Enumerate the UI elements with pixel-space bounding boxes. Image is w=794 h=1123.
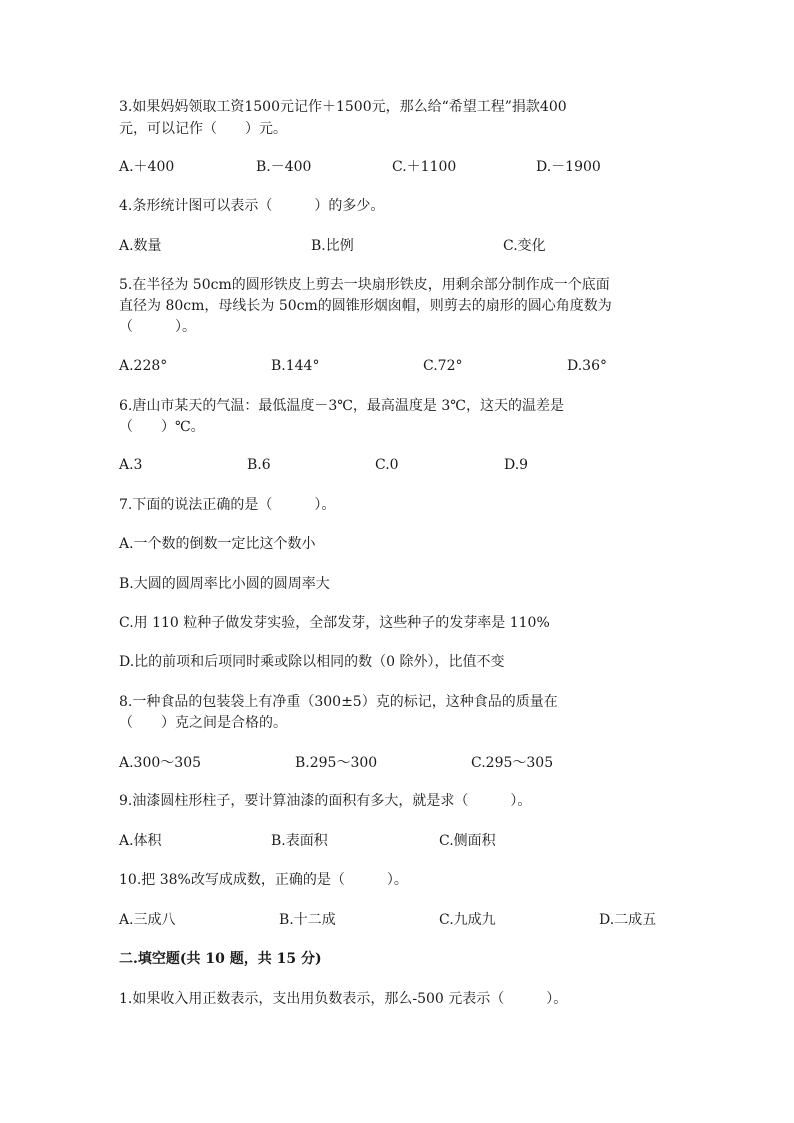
q6-option-c: C.0 (375, 457, 399, 473)
q3-option-a: A.＋400 (119, 159, 175, 175)
q9-text-line1: 9.油漆圆柱形柱子，要计算油漆的面积有多大，就是求（ ）。 (119, 793, 532, 809)
q10-option-d: D.二成五 (599, 912, 657, 928)
q8-option-b: B.295～300 (295, 755, 378, 771)
q10-option-c: C.九成九 (439, 912, 496, 928)
section-heading: 二.填空题(共 10 题，共 15 分) (119, 951, 322, 967)
q8-option-c: C.295～305 (471, 755, 554, 771)
q10-option-a: A.三成八 (119, 912, 176, 928)
q7-option-a: A.一个数的倒数一定比这个数小 (119, 536, 316, 552)
q8-option-a: A.300～305 (119, 755, 202, 771)
q3-option-d: D.－1900 (536, 159, 601, 175)
q7-option-d: D.比的前项和后项同时乘或除以相同的数（0 除外），比值不变 (119, 654, 505, 670)
fill1-text-line1: 1.如果收入用正数表示，支出用负数表示，那么-500 元表示（ ）。 (119, 991, 568, 1007)
q5-option-a: A.228° (119, 358, 168, 374)
q5-text-line2: 直径为 80cm，母线长为 50cm的圆锥形烟囱帽，则剪去的扇形的圆心角度数为 (119, 298, 612, 314)
q5-option-b: B.144° (271, 358, 320, 374)
q10-text-line1: 10.把 38%改写成成数，正确的是（ ）。 (119, 872, 408, 888)
q4-option-a: A.数量 (119, 238, 162, 254)
q3-text-line2: 元，可以记作（ ）元。 (119, 121, 287, 137)
q7-option-c: C.用 110 粒种子做发芽实验，全部发芽，这些种子的发芽率是 110% (119, 615, 550, 631)
q6-text-line2: （ ）℃。 (119, 419, 205, 435)
q4-option-b: B.比例 (311, 238, 354, 254)
q9-option-a: A.体积 (119, 833, 162, 849)
q8-text-line2: （ ）克之间是合格的。 (119, 715, 287, 731)
q6-option-b: B.6 (247, 457, 271, 473)
q3-option-b: B.－400 (256, 159, 312, 175)
q5-text-line1: 5.在半径为 50cm的圆形铁皮上剪去一块扇形铁皮，用剩余部分制作成一个底面 (119, 277, 610, 293)
q6-option-d: D.9 (504, 457, 529, 473)
q9-option-b: B.表面积 (271, 833, 328, 849)
q7-text-line1: 7.下面的说法正确的是（ ）。 (119, 497, 336, 513)
q4-option-c: C.变化 (503, 238, 546, 254)
q6-text-line1: 6.唐山市某天的气温：最低温度－3℃，最高温度是 3℃，这天的温差是 (119, 398, 564, 414)
q3-text-line1: 3.如果妈妈领取工资1500元记作＋1500元，那么给“希望工程”捐款400 (119, 99, 567, 115)
q5-option-d: D.36° (567, 358, 607, 374)
q7-option-b: B.大圆的圆周率比小圆的圆周率大 (119, 576, 330, 592)
q9-option-c: C.侧面积 (439, 833, 496, 849)
q10-option-b: B.十二成 (279, 912, 336, 928)
q5-text-line3: （ ）。 (119, 319, 196, 335)
q8-text-line1: 8.一种食品的包装袋上有净重（300±5）克的标记，这种食品的质量在 (119, 694, 558, 710)
q3-option-c: C.＋1100 (392, 159, 457, 175)
q4-text-line1: 4.条形统计图可以表示（ ）的多少。 (119, 198, 385, 214)
q5-option-c: C.72° (423, 358, 463, 374)
q6-option-a: A.3 (119, 457, 143, 473)
